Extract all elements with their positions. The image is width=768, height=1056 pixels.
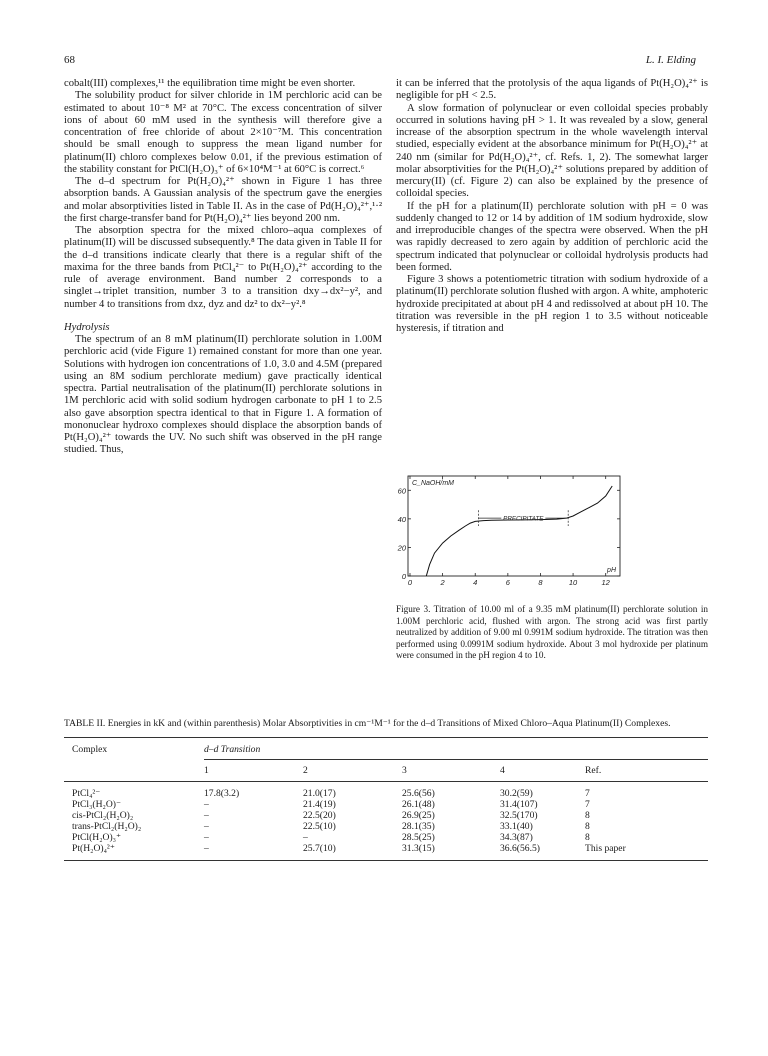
x-tick-label: 6 [505, 578, 510, 587]
figure-3 [396, 470, 708, 662]
x-tick-label: 4 [473, 578, 478, 587]
paragraph: If the pH for a platinum(II) perchlorate solution with pH = 0 was suddenly changed to 12 or 14 by addition of 1M sodium hydroxide, slow and irreproducible changes of the spectra were observed. When the pH was rapidly decreased to zero again by addition of perchloric acid the spectrum indicated that polynuclear or colloidal hydrolysis products had been formed. [396, 200, 708, 273]
cell: 28.1(35) [402, 821, 435, 833]
cell: 26.1(48) [402, 799, 435, 811]
cell: 22.5(20) [303, 810, 336, 822]
cell: 30.2(59) [500, 788, 533, 799]
cell: 26.9(25) [402, 810, 435, 822]
cell: – [204, 799, 209, 811]
y-tick-label: 20 [397, 543, 406, 553]
titration-chart [396, 470, 708, 592]
cell-ref: 8 [585, 810, 590, 822]
cell: 31.3(15) [402, 843, 435, 855]
titration-curve [426, 486, 612, 576]
section-heading: Hydrolysis [64, 321, 110, 333]
plot-frame [408, 476, 620, 576]
x-tick-label: 2 [440, 578, 445, 587]
cell: – [204, 832, 209, 844]
data-table [64, 737, 708, 861]
paragraph: The d–d spectrum for Pt(H₂O)₄²⁺ shown in Figure 1 has three absorption bands. A Gaussian analysis of the spectrum gave the energies and molar absorptivities listed in Table II. As in the case of Pd(H₂O)₄²⁺,¹·² the first charge-transfer band for Pt(H₂O)₄²⁺ lies beyond 200 nm. [64, 176, 382, 224]
cell-complex: Pt(H₂O)₄²⁺ [72, 843, 115, 855]
cell-complex: trans-PtCl₂(H₂O)₂ [72, 821, 142, 833]
cell: – [204, 843, 209, 855]
precipitate-label: PRECIPITATE [503, 515, 544, 523]
subheader: 3 [402, 760, 500, 782]
subheader: 4 [500, 760, 585, 782]
table-row [64, 799, 708, 810]
y-tick-label: 60 [397, 486, 406, 496]
table-row [64, 843, 708, 854]
cell: 31.4(107) [500, 799, 538, 811]
cell: 32.5(170) [500, 810, 538, 822]
y-tick-label: 0 [401, 572, 406, 581]
cell-ref: This paper [585, 843, 626, 855]
cell: 25.6(56) [402, 788, 435, 799]
x-tick-label: 0 [407, 578, 413, 587]
cell-complex: PtCl(H₂O)₃⁺ [72, 832, 122, 844]
x-axis-label: pH [607, 567, 616, 574]
paragraph: The spectrum of an 8 mM platinum(II) perchlorate solution in 1.00M perchloric acid (vide Figure 1) remained constant for more than one year. Solutions with hydrogen ion concentrations of 1.0, 3.0 and 4.5M (prepared using an 8M sodium perchlorate medium) gave practically identical spectra. Partial neutralisation of the platinum(II) perchlorate solutions in 1M perchloric acid with solid sodium hydrogen carbonate to pH 1 to 2.5 also gave absorption spectra identical to that in Figure 1. A formation of mononuclear hydroxo complexes should displace the absorption bands of Pt(H₂O)₄²⁺ towards the UV. No such shift was observed in the pH range studied. Thus, [64, 334, 382, 456]
figure-caption: Figure 3. Titration of 10.00 ml of a 9.35 mM platinum(II) perchlorate solution in 1.00M perchloric acid, flushed with argon. The strong acid was first partly neutralized by addition of 9.00 ml 0.991M sodium hydroxide. The titration was then performed using 0.0991M sodium hydroxide. About 3 mol hydroxide per platinum were consumed in the pH region 4 to 10. [396, 604, 708, 661]
x-tick-label: 12 [601, 578, 610, 587]
cell-ref: 7 [585, 788, 590, 799]
cell: 34.3(87) [500, 832, 533, 844]
cell-ref: 8 [585, 832, 590, 844]
cell: 21.4(19) [303, 799, 336, 811]
x-tick-label: 8 [538, 578, 543, 587]
cell: 22.5(10) [303, 821, 336, 833]
cell: – [303, 832, 308, 844]
cell: 21.0(17) [303, 788, 336, 799]
cell: 36.6(56.5) [500, 843, 540, 855]
page-number: 68 [64, 54, 75, 66]
header-complex: Complex [72, 744, 108, 756]
cell: 33.1(40) [500, 821, 533, 833]
paragraph: cobalt(III) complexes,¹¹ the equilibration time might be even shorter. [64, 78, 356, 89]
cell: – [204, 821, 209, 833]
cell: 17.8(3.2) [204, 788, 240, 799]
running-head: L. I. Elding [645, 54, 696, 66]
table-row [64, 832, 708, 843]
y-tick-label: 40 [397, 514, 406, 524]
cell-ref: 7 [585, 799, 590, 811]
table-row [64, 821, 708, 832]
left-column [64, 78, 382, 457]
subheader: 1 [204, 760, 303, 782]
subheader: Ref. [585, 760, 708, 782]
cell: 28.5(25) [402, 832, 435, 844]
cell: – [204, 810, 209, 822]
cell-complex: cis-PtCl₂(H₂O)₂ [72, 810, 134, 822]
table-row [64, 810, 708, 821]
paragraph: The solubility product for silver chloride in 1M perchloric acid can be estimated to about 10⁻⁸ M² at 70°C. The excess concentration of silver ions of about 60 mM used in the synthesis will therefore give a concentration of free chloride of about 2×10⁻⁷M. This concentration should be small enough to suppress the mean ligand number for platinum(II) chloro complexes below 0.01, if the previous estimation of the stability constant for PtCl(H₂O)₃⁺ of 6×10⁴M⁻¹ at 60°C is correct.⁶ [64, 90, 382, 175]
cell-ref: 8 [585, 821, 590, 833]
cell: 25.7(10) [303, 843, 336, 855]
table-ii [64, 718, 708, 861]
table-caption: TABLE II. Energies in kK and (within parenthesis) Molar Absorptivities in cm⁻¹M⁻¹ for the d–d Transitions of Mixed Chloro–Aqua Platinum(II) Complexes. [64, 718, 671, 729]
right-column [396, 78, 708, 335]
cell-complex: PtCl₄²⁻ [72, 788, 101, 799]
header-transition: d–d Transition [204, 744, 261, 755]
paragraph: The absorption spectra for the mixed chloro–aqua complexes of platinum(II) will be discussed subsequently.⁸ The data given in Table II for the d–d transitions indicate clearly that there is a regular shift of the maxima for the three bands from PtCl₄²⁻ to Pt(H₂O)₄²⁺ according to the rule of average environment. Band number 2 corresponds to a singlet→triplet transition, number 3 to a transition dxy→dx²−y², and number 4 to transitions from dxz, dyz and dz² to dx²−y².⁸ [64, 225, 382, 310]
table-row [64, 788, 708, 799]
x-tick-label: 10 [568, 578, 578, 587]
paragraph: A slow formation of polynuclear or even colloidal species probably occurred in solutions having pH > 1. It was revealed by a slow, general increase of the absorption spectrum in the whole wavelength interval studied, especially evident at the absorbance minimum for Pt(H₂O)₄²⁺ at 240 nm (similar for Pd(H₂O)₄²⁺, cf. Refs. 1, 2). The somewhat larger molar absorptivities for the Pt(H₂O)₄²⁺ solutions prepared by addition of mercury(II) (cf. Figure 2) can also be explained by the presence of colloidal species. [396, 102, 708, 200]
cell-complex: PtCl₃(H₂O)⁻ [72, 799, 122, 811]
y-axis-label: C_NaOH/mM [412, 480, 455, 487]
subheader: 2 [303, 760, 402, 782]
paragraph: Figure 3 shows a potentiometric titration with sodium hydroxide of a platinum(II) perchlorate solution flushed with argon. A white, amphoteric hydroxide precipitated at about pH 4 and redissolved at about pH 10. The titration was reversible in the pH region 1 to 3.5 without noticeable hysteresis, if titration and [396, 274, 708, 334]
paragraph: it can be inferred that the protolysis of the aqua ligands of Pt(H₂O)₄²⁺ is negligible for pH < 2.5. [396, 78, 708, 102]
